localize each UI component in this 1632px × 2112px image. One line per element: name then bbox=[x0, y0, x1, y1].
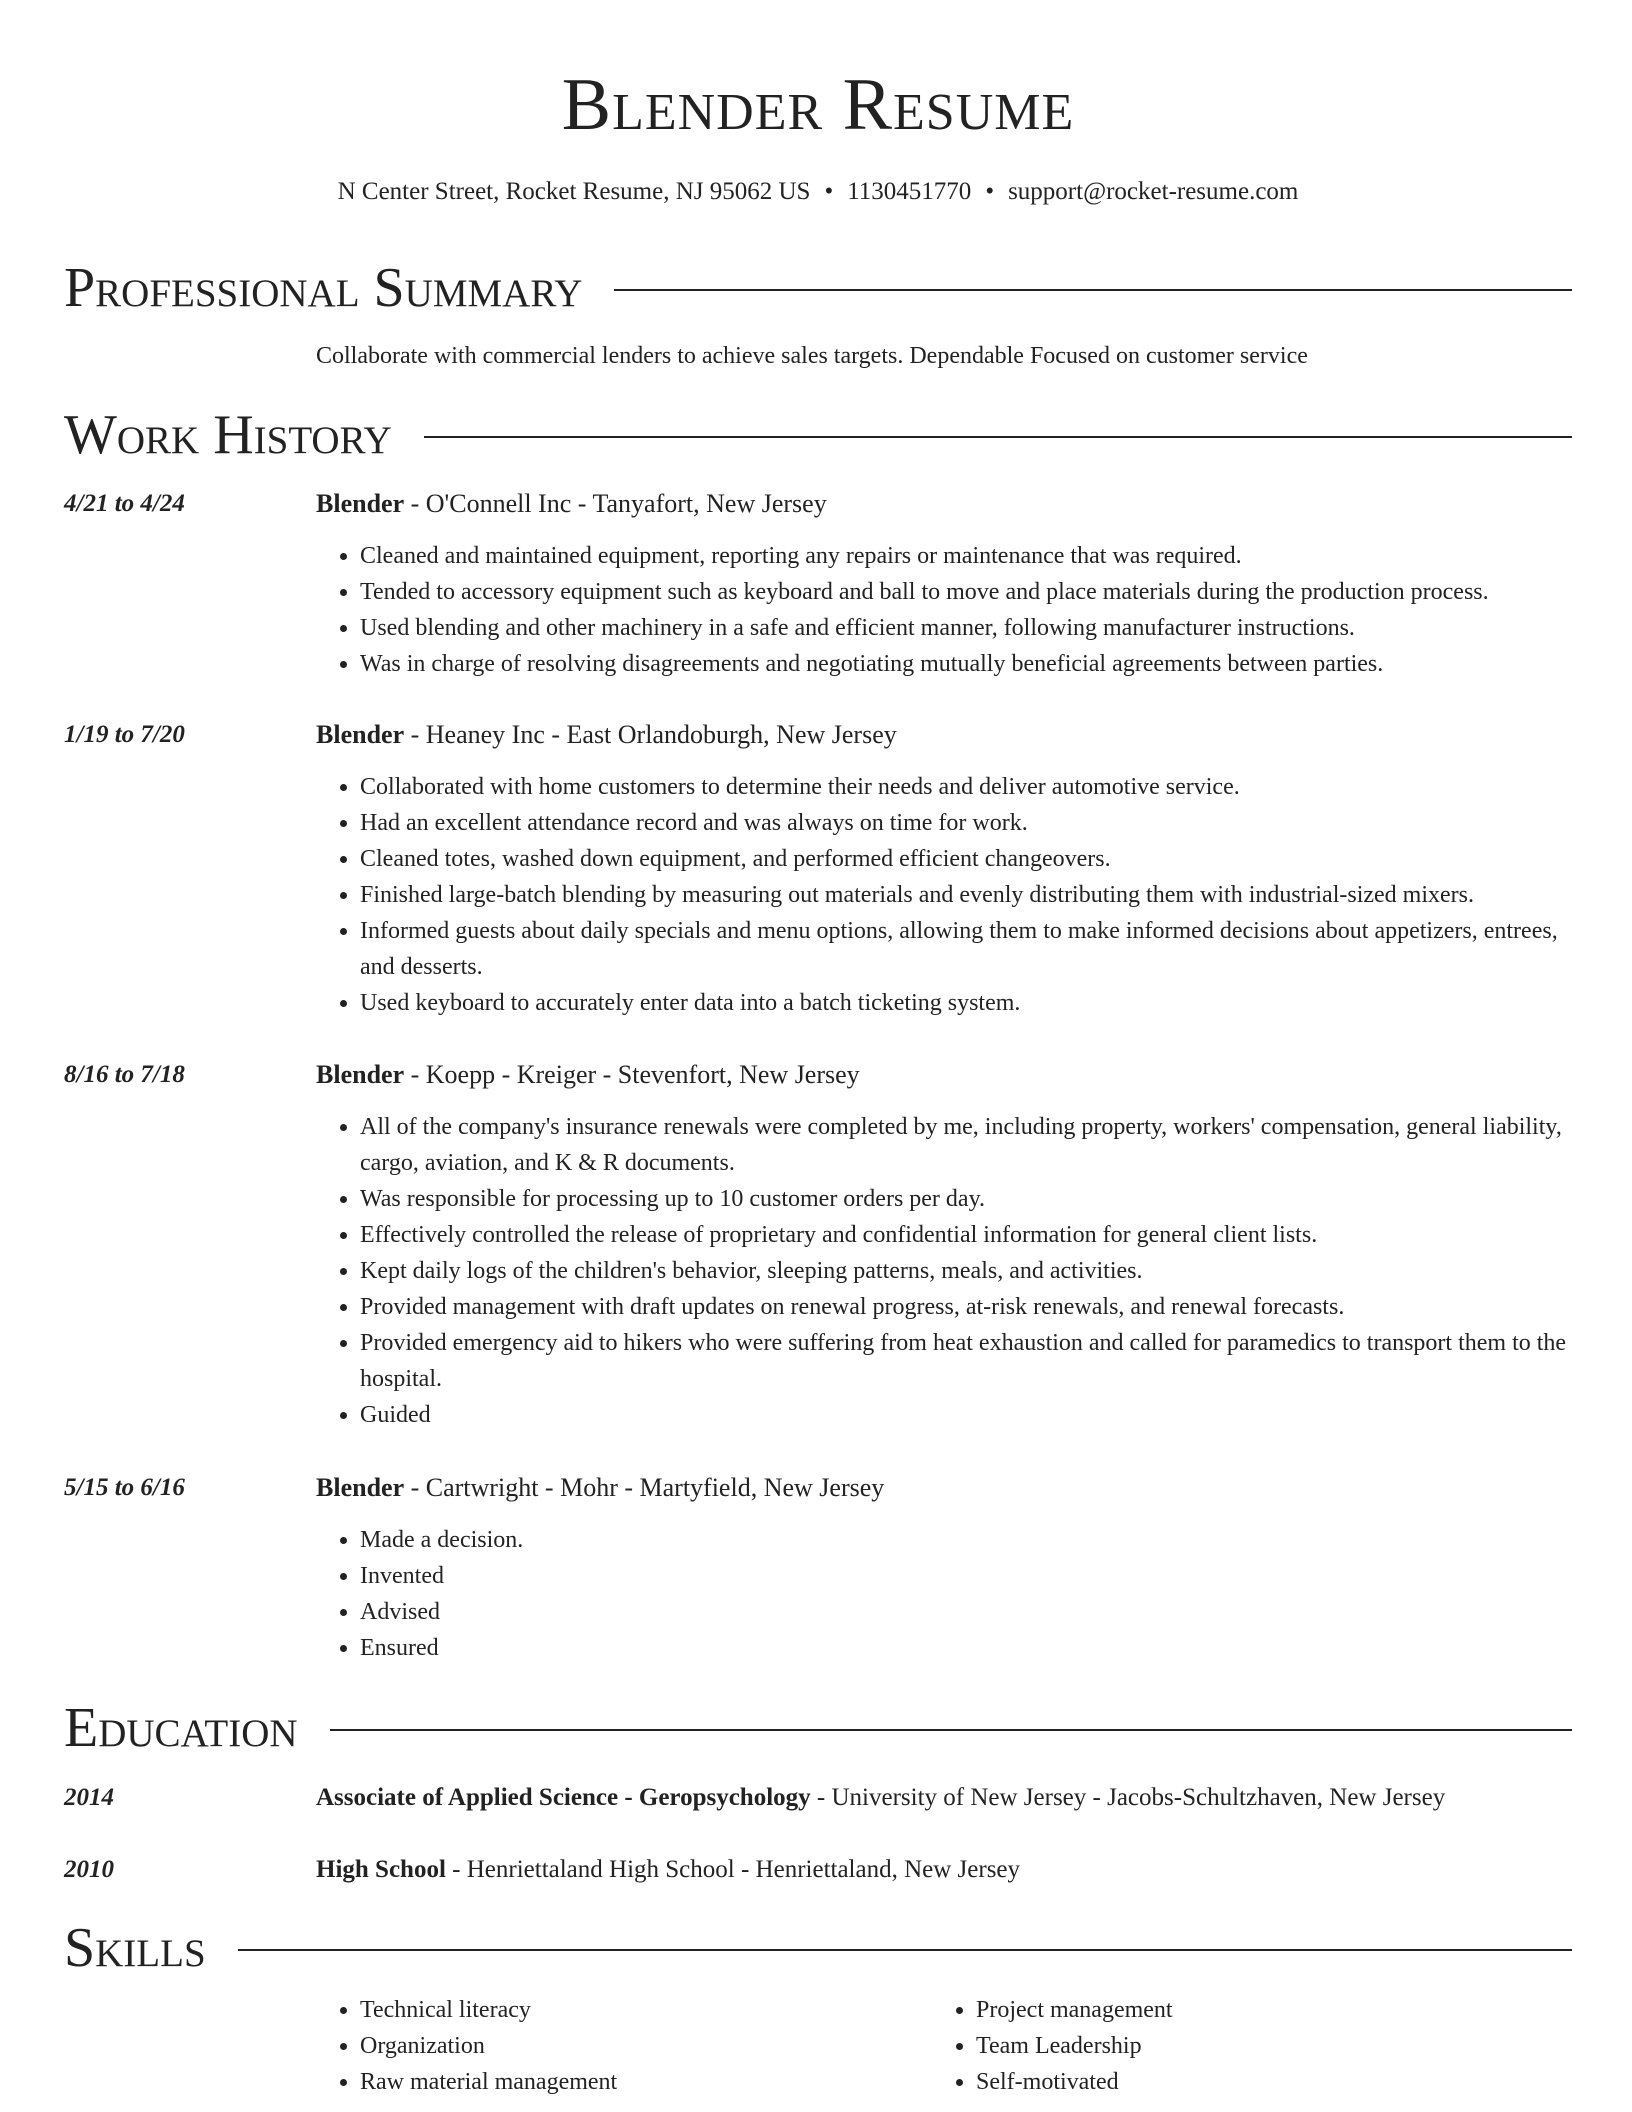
section-title: Skills bbox=[64, 1917, 206, 1979]
contact-line bbox=[64, 174, 1572, 210]
company: - Koepp - Kreiger - Stevenfort, New Jersey bbox=[404, 1060, 860, 1089]
work-heading bbox=[316, 1470, 1572, 1506]
school: - Henriettaland High School - Henriettaland, New Jersey bbox=[445, 1856, 1021, 1883]
address: N Center Street, Rocket Resume, NJ 95062 US bbox=[337, 178, 811, 205]
job-title: Blender bbox=[316, 489, 405, 518]
skills-column-right bbox=[932, 1992, 1548, 2100]
company: - O'Connell Inc - Tanyafort, New Jersey bbox=[404, 489, 827, 518]
list-item: • Informed guests about daily specials and menu options, allowing them to make informed decisions about appetizers, entrees, and desserts. bbox=[360, 913, 1572, 985]
section-title: Professional Summary bbox=[64, 257, 583, 319]
separator: • bbox=[985, 178, 995, 205]
company: - Heaney Inc - East Orlandoburgh, New Jersey bbox=[404, 720, 897, 749]
list-item: • Was in charge of resolving disagreements and negotiating mutually beneficial agreements between parties. bbox=[360, 646, 1572, 682]
list-item: • Cleaned and maintained equipment, reporting any repairs or maintenance that was required. bbox=[360, 538, 1572, 574]
list-item: • Made a decision. bbox=[360, 1522, 1572, 1558]
list-item: • Tended to accessory equipment such as keyboard and ball to move and place materials during the production process. bbox=[360, 574, 1572, 610]
list-item: • Provided management with draft updates on renewal progress, at-risk renewals, and renewal forecasts. bbox=[360, 1289, 1572, 1325]
list-item: • Advised bbox=[360, 1594, 1572, 1630]
skill-item: • Team Leadership bbox=[976, 2028, 1548, 2064]
section-header-summary bbox=[64, 253, 1572, 323]
degree: Associate of Applied Science - Geropsychology bbox=[316, 1784, 811, 1811]
degree: High School bbox=[316, 1856, 446, 1883]
work-heading bbox=[316, 717, 1572, 753]
education-heading bbox=[316, 1852, 1572, 1888]
list-item: • Used keyboard to accurately enter data into a batch ticketing system. bbox=[360, 985, 1572, 1021]
summary-text: Collaborate with commercial lenders to achieve sales targets. Dependable Focused on customer service bbox=[316, 343, 1308, 369]
skills-column-left bbox=[316, 1992, 932, 2100]
work-bullets bbox=[316, 1109, 1572, 1433]
section-title: Work History bbox=[64, 404, 392, 466]
work-date: 1/19 to 7/20 bbox=[64, 721, 185, 748]
work-bullets bbox=[316, 538, 1572, 682]
work-date: 8/16 to 7/18 bbox=[64, 1061, 185, 1088]
job-title: Blender bbox=[316, 720, 405, 749]
section-rule bbox=[424, 436, 1572, 438]
work-heading bbox=[316, 1057, 1572, 1093]
list-item: • Effectively controlled the release of proprietary and confidential information for general client lists. bbox=[360, 1217, 1572, 1253]
list-item: • Provided emergency aid to hikers who were suffering from heat exhaustion and called for paramedics to transport them to the hospital. bbox=[360, 1325, 1572, 1397]
section-rule bbox=[238, 1949, 1572, 1951]
list-item: • Invented bbox=[360, 1558, 1572, 1594]
education-date: 2014 bbox=[64, 1784, 114, 1811]
section-rule bbox=[614, 289, 1572, 291]
work-date: 5/15 to 6/16 bbox=[64, 1474, 185, 1501]
list-item: • Had an excellent attendance record and was always on time for work. bbox=[360, 805, 1572, 841]
list-item: • Cleaned totes, washed down equipment, and performed efficient changeovers. bbox=[360, 841, 1572, 877]
list-item: • Was responsible for processing up to 10 customer orders per day. bbox=[360, 1181, 1572, 1217]
skill-item: • Raw material management bbox=[360, 2064, 932, 2100]
section-header-education bbox=[64, 1693, 1572, 1763]
list-item: • Ensured bbox=[360, 1630, 1572, 1666]
education-date: 2010 bbox=[64, 1856, 114, 1883]
work-heading bbox=[316, 486, 1572, 522]
section-title: Education bbox=[64, 1697, 298, 1759]
skill-item: • Organization bbox=[360, 2028, 932, 2064]
skills-list bbox=[316, 1992, 1572, 2100]
list-item: • Guided bbox=[360, 1397, 1572, 1433]
email: support@rocket-resume.com bbox=[1008, 178, 1299, 205]
resume-name: Blender Resume bbox=[561, 64, 1075, 146]
list-item: • Collaborated with home customers to determine their needs and deliver automotive service. bbox=[360, 769, 1572, 805]
separator: • bbox=[824, 178, 834, 205]
job-title: Blender bbox=[316, 1060, 405, 1089]
work-bullets bbox=[316, 769, 1572, 1021]
section-header-skills bbox=[64, 1913, 1572, 1983]
work-bullets bbox=[316, 1522, 1572, 1666]
education-heading bbox=[316, 1780, 1572, 1816]
school: - University of New Jersey - Jacobs-Schultzhaven, New Jersey bbox=[810, 1784, 1446, 1811]
section-header-work bbox=[64, 400, 1572, 470]
phone: 1130451770 bbox=[847, 178, 972, 205]
list-item: • All of the company's insurance renewals were completed by me, including property, workers' compensation, general liability, cargo, aviation, and K & R documents. bbox=[360, 1109, 1572, 1181]
job-title: Blender bbox=[316, 1473, 405, 1502]
list-item: • Kept daily logs of the children's behavior, sleeping patterns, meals, and activities. bbox=[360, 1253, 1572, 1289]
skill-item: • Technical literacy bbox=[360, 1992, 932, 2028]
work-date: 4/21 to 4/24 bbox=[64, 490, 185, 517]
company: - Cartwright - Mohr - Martyfield, New Jersey bbox=[404, 1473, 885, 1502]
section-rule bbox=[330, 1729, 1572, 1731]
skill-item: • Project management bbox=[976, 1992, 1548, 2028]
list-item: • Used blending and other machinery in a safe and efficient manner, following manufacturer instructions. bbox=[360, 610, 1572, 646]
list-item: • Finished large-batch blending by measuring out materials and evenly distributing them with industrial-sized mixers. bbox=[360, 877, 1572, 913]
skill-item: • Self-motivated bbox=[976, 2064, 1548, 2100]
